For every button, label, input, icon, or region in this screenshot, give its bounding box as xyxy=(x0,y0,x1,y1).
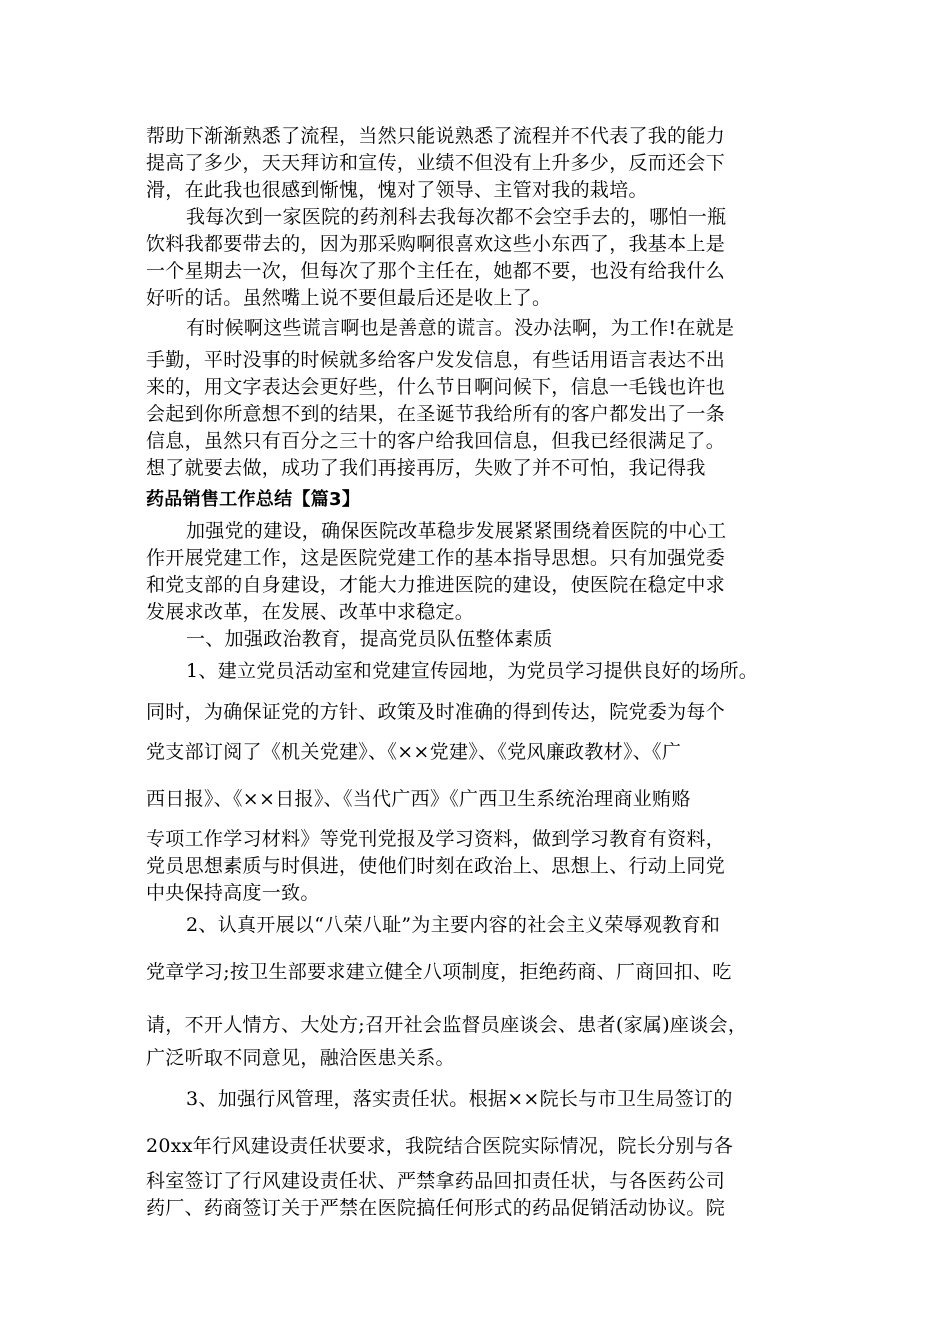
text-line: 手勤，平时没事的时候就多给客户发发信息，有些话用语言表达不出 xyxy=(146,349,726,371)
text-line: 提高了多少，天天拜访和宣传，业绩不但没有上升多少，反而还会下 xyxy=(146,152,726,174)
paragraph-start: 我每次到一家医院的药剂科去我每次都不会空手去的，哪怕一瓶 xyxy=(186,206,727,228)
text-line: 专项工作学习材料》等党刊党报及学习资料，做到学习教育有资料， xyxy=(146,828,726,850)
paragraph-start: 2、认真开展以“八荣八耻”为主要内容的社会主义荣辱观教育和 xyxy=(186,914,721,936)
text-line: 作开展党建工作，这是医院党建工作的基本指导思想。只有加强党委 xyxy=(146,547,726,569)
text-line: 药厂、药商签订关于严禁在医院搞任何形式的药品促销活动协议。院 xyxy=(146,1197,726,1219)
text-line: 想了就要去做，成功了我们再接再厉，失败了并不可怕，我记得我 xyxy=(146,457,706,479)
text-line: 和党支部的自身建设，才能大力推进医院的建设，使医院在稳定中求 xyxy=(146,574,726,596)
text-line: 滑，在此我也很感到惭愧，愧对了领导、主管对我的栽培。 xyxy=(146,179,648,201)
text-line: 党员思想素质与时俱进，使他们时刻在政治上、思想上、行动上同党 xyxy=(146,855,726,877)
text-line: 党章学习;按卫生部要求建立健全八项制度，拒绝药商、厂商回扣、吃 xyxy=(146,961,732,983)
text-line: 20xx年行风建设责任状要求，我院结合医院实际情况，院长分别与各 xyxy=(146,1135,734,1157)
text-line: 好听的话。虽然嘴上说不要但最后还是收上了。 xyxy=(146,287,552,309)
text-line: 会起到你所意想不到的结果，在圣诞节我给所有的客户都发出了一条 xyxy=(146,403,726,425)
paragraph-start: 加强党的建设，确保医院改革稳步发展紧紧围绕着医院的中心工 xyxy=(186,520,727,542)
text-line: 来的，用文字表达会更好些，什么节日啊问候下，信息一毛钱也许也 xyxy=(146,376,726,398)
text-line: 同时，为确保证党的方针、政策及时准确的得到传达，院党委为每个 xyxy=(146,701,726,723)
text-line: 科室签订了行风建设责任状、严禁拿药品回扣责任状，与各医药公司 xyxy=(146,1170,726,1192)
subsection-heading: 一、加强政治教育，提高党员队伍整体素质 xyxy=(186,628,553,650)
paragraph-start: 3、加强行风管理，落实责任状。根据××院长与市卫生局签订的 xyxy=(186,1088,733,1110)
text-line: 请，不开人情方、大处方;召开社会监督员座谈会、患者(家属)座谈会， xyxy=(146,1014,748,1036)
text-line: 饮料我都要带去的，因为那采购啊很喜欢这些小东西了，我基本上是 xyxy=(146,233,726,255)
paragraph-start: 1、建立党员活动室和党建宣传园地，为党员学习提供良好的场所。 xyxy=(186,660,759,682)
text-line: 中央保持高度一致。 xyxy=(146,882,320,904)
text-line: 广泛听取不同意见，融洽医患关系。 xyxy=(146,1047,455,1069)
text-line: 发展求改革，在发展、改革中求稳定。 xyxy=(146,601,475,623)
text-line: 一个星期去一次，但每次了那个主任在，她都不要，也没有给我什么 xyxy=(146,260,726,282)
text-line: 西日报》、《××日报》、《当代广西》《广西卫生系统治理商业贿赂 xyxy=(146,788,691,810)
text-line: 党支部订阅了《机关党建》、《××党建》、《党风廉政教材》、《广 xyxy=(146,741,682,763)
text-line: 帮助下渐渐熟悉了流程，当然只能说熟悉了流程并不代表了我的能力 xyxy=(146,125,726,147)
paragraph-start: 有时候啊这些谎言啊也是善意的谎言。没办法啊，为工作!在就是 xyxy=(186,317,735,339)
section-heading: 药品销售工作总结【篇3】 xyxy=(146,489,361,510)
text-line: 信息，虽然只有百分之三十的客户给我回信息，但我已经很满足了。 xyxy=(146,430,726,452)
